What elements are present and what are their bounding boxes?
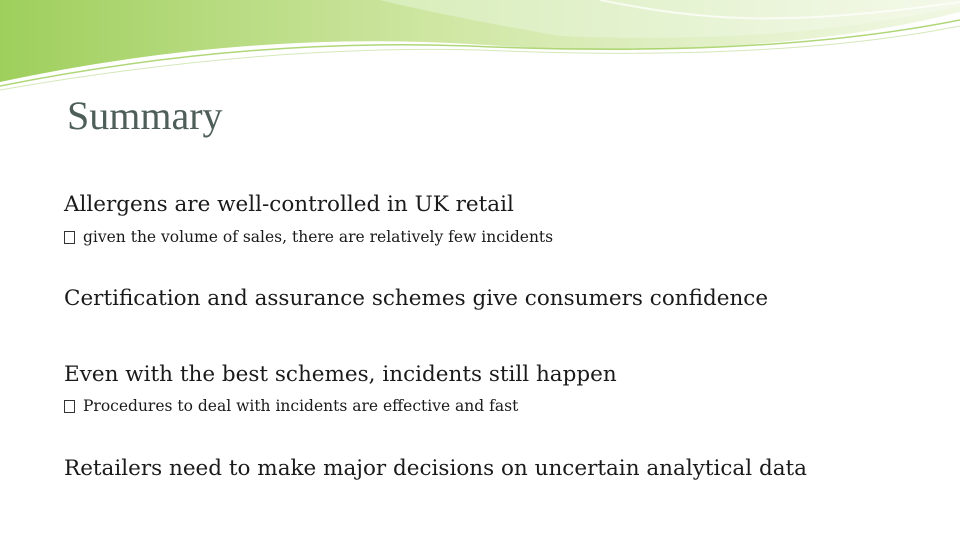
sub-bullet-1-text: given the volume of sales, there are relatively few incidents xyxy=(83,228,554,246)
slide-title: Summary xyxy=(67,93,223,138)
bullet-3: Even with the best schemes, incidents still happen xyxy=(64,362,617,387)
bullet-1: Allergens are well-controlled in UK retail xyxy=(64,192,514,217)
bullet-2: Certification and assurance schemes give consumers confidence xyxy=(64,286,769,311)
header-swoosh-decoration xyxy=(0,0,960,100)
box-icon xyxy=(64,231,75,244)
bullet-4: Retailers need to make major decisions on uncertain analytical data xyxy=(64,456,807,481)
sub-bullet-2-text: Procedures to deal with incidents are effective and fast xyxy=(83,397,519,415)
box-icon xyxy=(64,400,75,413)
sub-bullet-1 xyxy=(64,228,553,246)
sub-bullet-2 xyxy=(64,397,518,415)
